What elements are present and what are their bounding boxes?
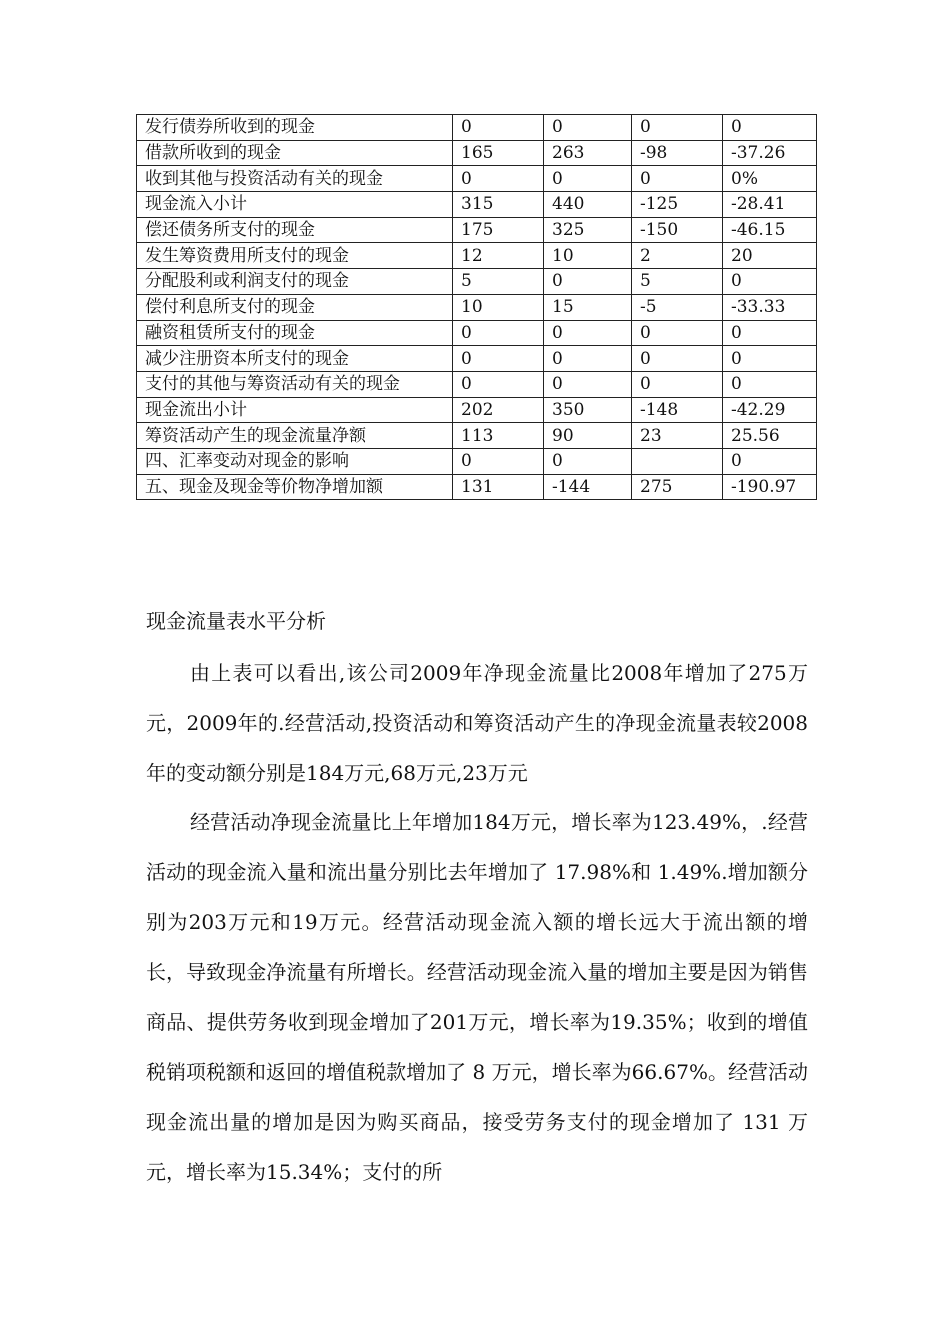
- value-cell: 350: [544, 397, 632, 423]
- value-cell: 0: [632, 371, 723, 397]
- analysis-paragraph-2: 经营活动净现金流量比上年增加184万元，增长率为123.49%，.经营活动的现金流入量和流出量分别比去年增加了 17.98%和 1.49%.增加额分别为203万元和19万元。经营活动现金流入额的增长远大于流出额的增长，导致现金净流量有所增长。经营活动现金流入量的增加主要是因为销售商品、提供劳务收到现金增加了201万元，增长率为19.35%；收到的增值税销项税额和返回的增值税款增加了 8 万元，增长率为66.67%。经营活动现金流出量的增加是因为购买商品，接受劳务支付的现金增加了 131 万元，增长率为15.34%；支付的所: [146, 810, 808, 1184]
- table-row: [137, 243, 817, 269]
- value-cell: 15: [544, 294, 632, 320]
- value-cell: -190.97: [723, 474, 817, 500]
- value-cell: 0: [544, 371, 632, 397]
- value-cell: 0: [544, 346, 632, 372]
- table-row: [137, 474, 817, 500]
- value-cell: 202: [453, 397, 544, 423]
- value-cell: 0: [632, 166, 723, 192]
- value-cell: 0: [453, 448, 544, 474]
- value-cell: 165: [453, 140, 544, 166]
- value-cell: 0: [632, 115, 723, 141]
- table-row: [137, 166, 817, 192]
- value-cell: -150: [632, 217, 723, 243]
- table-row: [137, 294, 817, 320]
- value-cell: 263: [544, 140, 632, 166]
- value-cell: 0: [632, 346, 723, 372]
- row-label-cell: 筹资活动产生的现金流量净额: [137, 423, 453, 449]
- row-label-cell: 收到其他与投资活动有关的现金: [137, 166, 453, 192]
- section-heading: 现金流量表水平分析: [146, 609, 326, 633]
- table-row: [137, 217, 817, 243]
- value-cell: -37.26: [723, 140, 817, 166]
- value-cell: 131: [453, 474, 544, 500]
- value-cell: -148: [632, 397, 723, 423]
- value-cell: 0: [544, 320, 632, 346]
- value-cell: 0: [544, 166, 632, 192]
- row-label-cell: 借款所收到的现金: [137, 140, 453, 166]
- table-row: [137, 397, 817, 423]
- row-label-cell: 四、汇率变动对现金的影响: [137, 448, 453, 474]
- row-label-cell: 偿付利息所支付的现金: [137, 294, 453, 320]
- value-cell: 0: [453, 371, 544, 397]
- value-cell: -42.29: [723, 397, 817, 423]
- value-cell: 90: [544, 423, 632, 449]
- row-label-cell: 五、现金及现金等价物净增加额: [137, 474, 453, 500]
- value-cell: 0: [453, 166, 544, 192]
- table-row: [137, 115, 817, 141]
- table-row: [137, 448, 817, 474]
- table-row: [137, 140, 817, 166]
- row-label-cell: 分配股利或利润支付的现金: [137, 269, 453, 295]
- row-label-cell: 融资租赁所支付的现金: [137, 320, 453, 346]
- row-label-cell: 发生筹资费用所支付的现金: [137, 243, 453, 269]
- value-cell: 0: [723, 320, 817, 346]
- row-label-cell: 支付的其他与筹资活动有关的现金: [137, 371, 453, 397]
- value-cell: -125: [632, 192, 723, 218]
- value-cell: 0: [453, 320, 544, 346]
- value-cell: 10: [544, 243, 632, 269]
- value-cell: 5: [632, 269, 723, 295]
- value-cell: 0: [723, 448, 817, 474]
- value-cell: 23: [632, 423, 723, 449]
- value-cell: 0: [723, 269, 817, 295]
- value-cell: 0: [723, 115, 817, 141]
- cash-flow-table-body: [137, 115, 817, 500]
- value-cell: -28.41: [723, 192, 817, 218]
- cash-flow-table: [136, 114, 817, 500]
- value-cell: 0: [544, 115, 632, 141]
- table-row: [137, 320, 817, 346]
- value-cell: 0: [723, 371, 817, 397]
- analysis-paragraph-1: 由上表可以看出,该公司2009年净现金流量比2008年增加了275万元，2009年的.经营活动,投资活动和筹资活动产生的净现金流量表较2008年的变动额分别是184万元,68万元,23万元: [146, 661, 808, 785]
- row-label-cell: 现金流出小计: [137, 397, 453, 423]
- value-cell: 275: [632, 474, 723, 500]
- value-cell: 10: [453, 294, 544, 320]
- value-cell: [632, 448, 723, 474]
- value-cell: -46.15: [723, 217, 817, 243]
- table-row: [137, 371, 817, 397]
- row-label-cell: 发行债券所收到的现金: [137, 115, 453, 141]
- row-label-cell: 偿还债务所支付的现金: [137, 217, 453, 243]
- value-cell: 5: [453, 269, 544, 295]
- value-cell: -5: [632, 294, 723, 320]
- table-row: [137, 269, 817, 295]
- value-cell: 0: [544, 448, 632, 474]
- table-row: [137, 192, 817, 218]
- value-cell: 0%: [723, 166, 817, 192]
- row-label-cell: 减少注册资本所支付的现金: [137, 346, 453, 372]
- value-cell: 0: [632, 320, 723, 346]
- value-cell: 0: [723, 346, 817, 372]
- value-cell: 325: [544, 217, 632, 243]
- value-cell: 12: [453, 243, 544, 269]
- value-cell: -33.33: [723, 294, 817, 320]
- value-cell: -144: [544, 474, 632, 500]
- value-cell: 0: [453, 346, 544, 372]
- value-cell: 0: [544, 269, 632, 295]
- value-cell: 25.56: [723, 423, 817, 449]
- value-cell: 175: [453, 217, 544, 243]
- row-label-cell: 现金流入小计: [137, 192, 453, 218]
- value-cell: 0: [453, 115, 544, 141]
- table-row: [137, 423, 817, 449]
- value-cell: -98: [632, 140, 723, 166]
- value-cell: 113: [453, 423, 544, 449]
- value-cell: 2: [632, 243, 723, 269]
- value-cell: 440: [544, 192, 632, 218]
- value-cell: 20: [723, 243, 817, 269]
- value-cell: 315: [453, 192, 544, 218]
- table-row: [137, 346, 817, 372]
